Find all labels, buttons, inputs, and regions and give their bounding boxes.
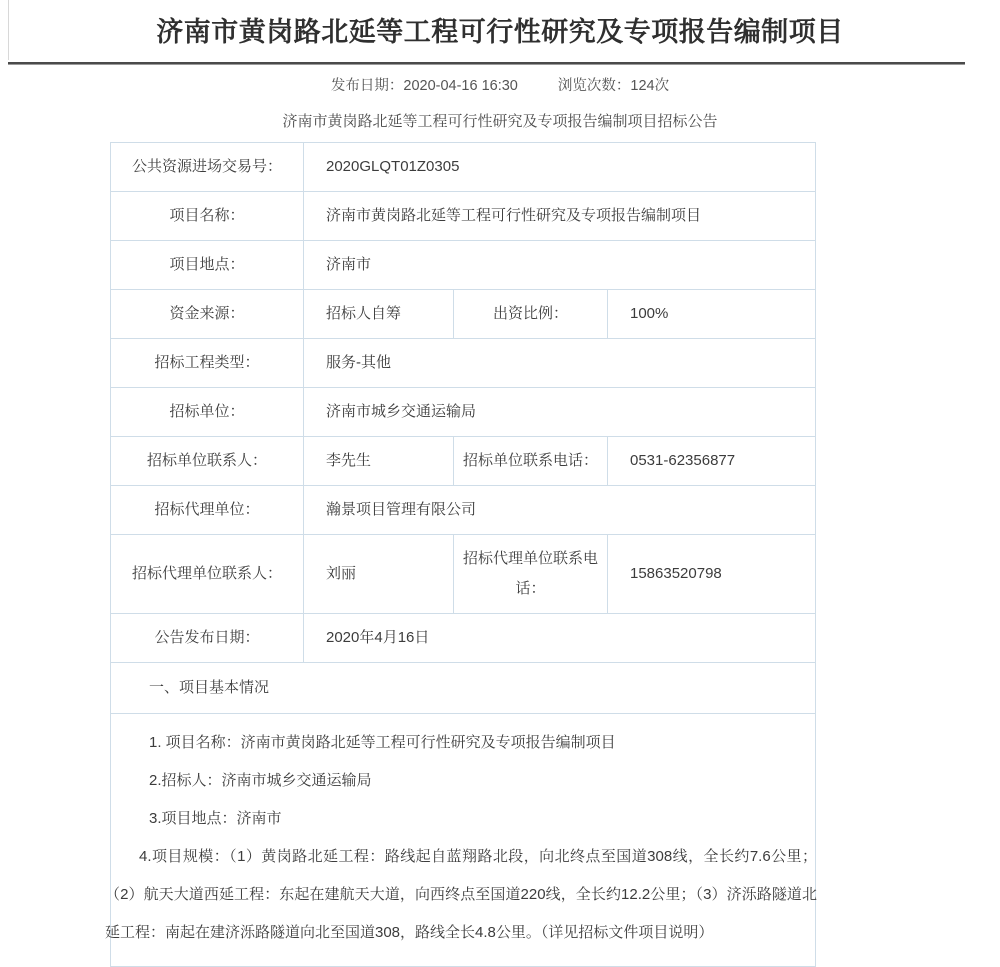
table-cell-value [608,290,816,339]
table-cell-value [304,486,816,535]
tender-type-label: 招标工程类型： [154,354,260,371]
table-row [111,535,816,614]
table-cell-label [454,535,608,614]
funding-ratio-label: 出资比例： [492,305,568,322]
agency-phone-value: 15863520798 [630,565,722,582]
agency-contact-value: 刘丽 [326,565,357,582]
announcement-table [105,142,817,967]
title-divider [8,62,965,65]
table-row [111,486,816,535]
table-cell-label [111,535,304,614]
section-item: 4.项目规模：（1）黄岗路北延工程：路线起自蓝翔路北段，向北终点至国道308线，全长约7.6公里；（2）航天大道西延工程：东起在建航天大道，向西终点至国道220线，全长约12.2公里；（3）济泺路隧道北延工程：南起在建济泺路隧道向北至国道308，路线全长4.8公里。（详见招标文件项目说明） [105,848,817,941]
tender-unit-value: 济南市城乡交通运输局 [326,403,477,420]
trade-number-value: 2020GLQT01Z0305 [326,158,460,175]
table-row [111,241,816,290]
section-item: 2.招标人：济南市城乡交通运输局 [149,772,372,789]
table-cell-value [304,614,816,663]
table-cell-section-heading [111,663,816,714]
table-cell-label [111,241,304,290]
table-cell-label [111,339,304,388]
announce-date-value: 2020年4月16日 [326,629,430,646]
table-row [111,714,816,967]
section-body [105,714,817,966]
announce-date-label: 公告发布日期： [154,629,260,646]
agency-phone-label: 招标代理单位联系电话： [462,550,598,597]
tender-phone-label: 招标单位联系电话： [462,452,598,469]
table-cell-value [608,535,816,614]
table-cell-label [454,290,608,339]
agency-unit-label: 招标代理单位： [154,501,260,518]
table-cell-value [304,192,816,241]
project-location-value: 济南市 [326,256,372,273]
table-cell-label [111,290,304,339]
agency-unit-value: 瀚景项目管理有限公司 [326,501,477,518]
funding-source-value: 招标人自筹 [326,305,402,322]
publish-date-label: 发布日期： [330,78,404,94]
table-cell-value [304,388,816,437]
view-count-label: 浏览次数： [557,78,631,94]
tender-phone-value: 0531-62356877 [630,452,736,469]
table-cell-value [304,241,816,290]
section-item: 3.项目地点：济南市 [149,810,282,827]
table-row [111,339,816,388]
table-cell-value [304,143,816,192]
tender-contact-value: 李先生 [326,452,372,469]
table-cell-value [608,437,816,486]
table-cell-value [304,290,454,339]
trade-number-label: 公共资源进场交易号： [131,158,282,175]
tender-contact-label: 招标单位联系人： [146,452,267,469]
table-row [111,192,816,241]
table-cell-value [304,339,816,388]
document-meta [0,75,1000,97]
table-row [111,663,816,714]
table-row [111,143,816,192]
tender-type-value: 服务-其他 [326,354,391,371]
table-row [111,388,816,437]
tender-unit-label: 招标单位： [169,403,245,420]
table-cell-label [454,437,608,486]
agency-contact-label: 招标代理单位联系人： [131,565,282,582]
table-cell-label [111,614,304,663]
funding-ratio-value: 100% [630,305,669,322]
table-row [111,437,816,486]
publish-date-value: 2020-04-16 16:30 [403,78,518,94]
announcement-subtitle: 济南市黄岗路北延等工程可行性研究及专项报告编制项目招标公告 [282,113,718,130]
table-row [111,614,816,663]
table-row [111,290,816,339]
project-name-value: 济南市黄岗路北延等工程可行性研究及专项报告编制项目 [326,207,702,224]
table-cell-label [111,437,304,486]
table-cell-label [111,388,304,437]
table-cell-section-body [105,714,817,967]
table-cell-value [304,535,454,614]
section-item: 1. 项目名称：济南市黄岗路北延等工程可行性研究及专项报告编制项目 [149,734,616,751]
project-location-label: 项目地点： [169,256,245,273]
table-cell-label [111,192,304,241]
section-heading: 一、项目基本情况 [149,679,270,696]
table-cell-label [111,143,304,192]
table-cell-value [304,437,454,486]
page-title: 济南市黄岗路北延等工程可行性研究及专项报告编制项目 [156,17,844,47]
view-count-value: 124次 [630,78,670,94]
project-name-label: 项目名称： [169,207,245,224]
table-cell-label [111,486,304,535]
funding-source-label: 资金来源： [169,305,245,322]
